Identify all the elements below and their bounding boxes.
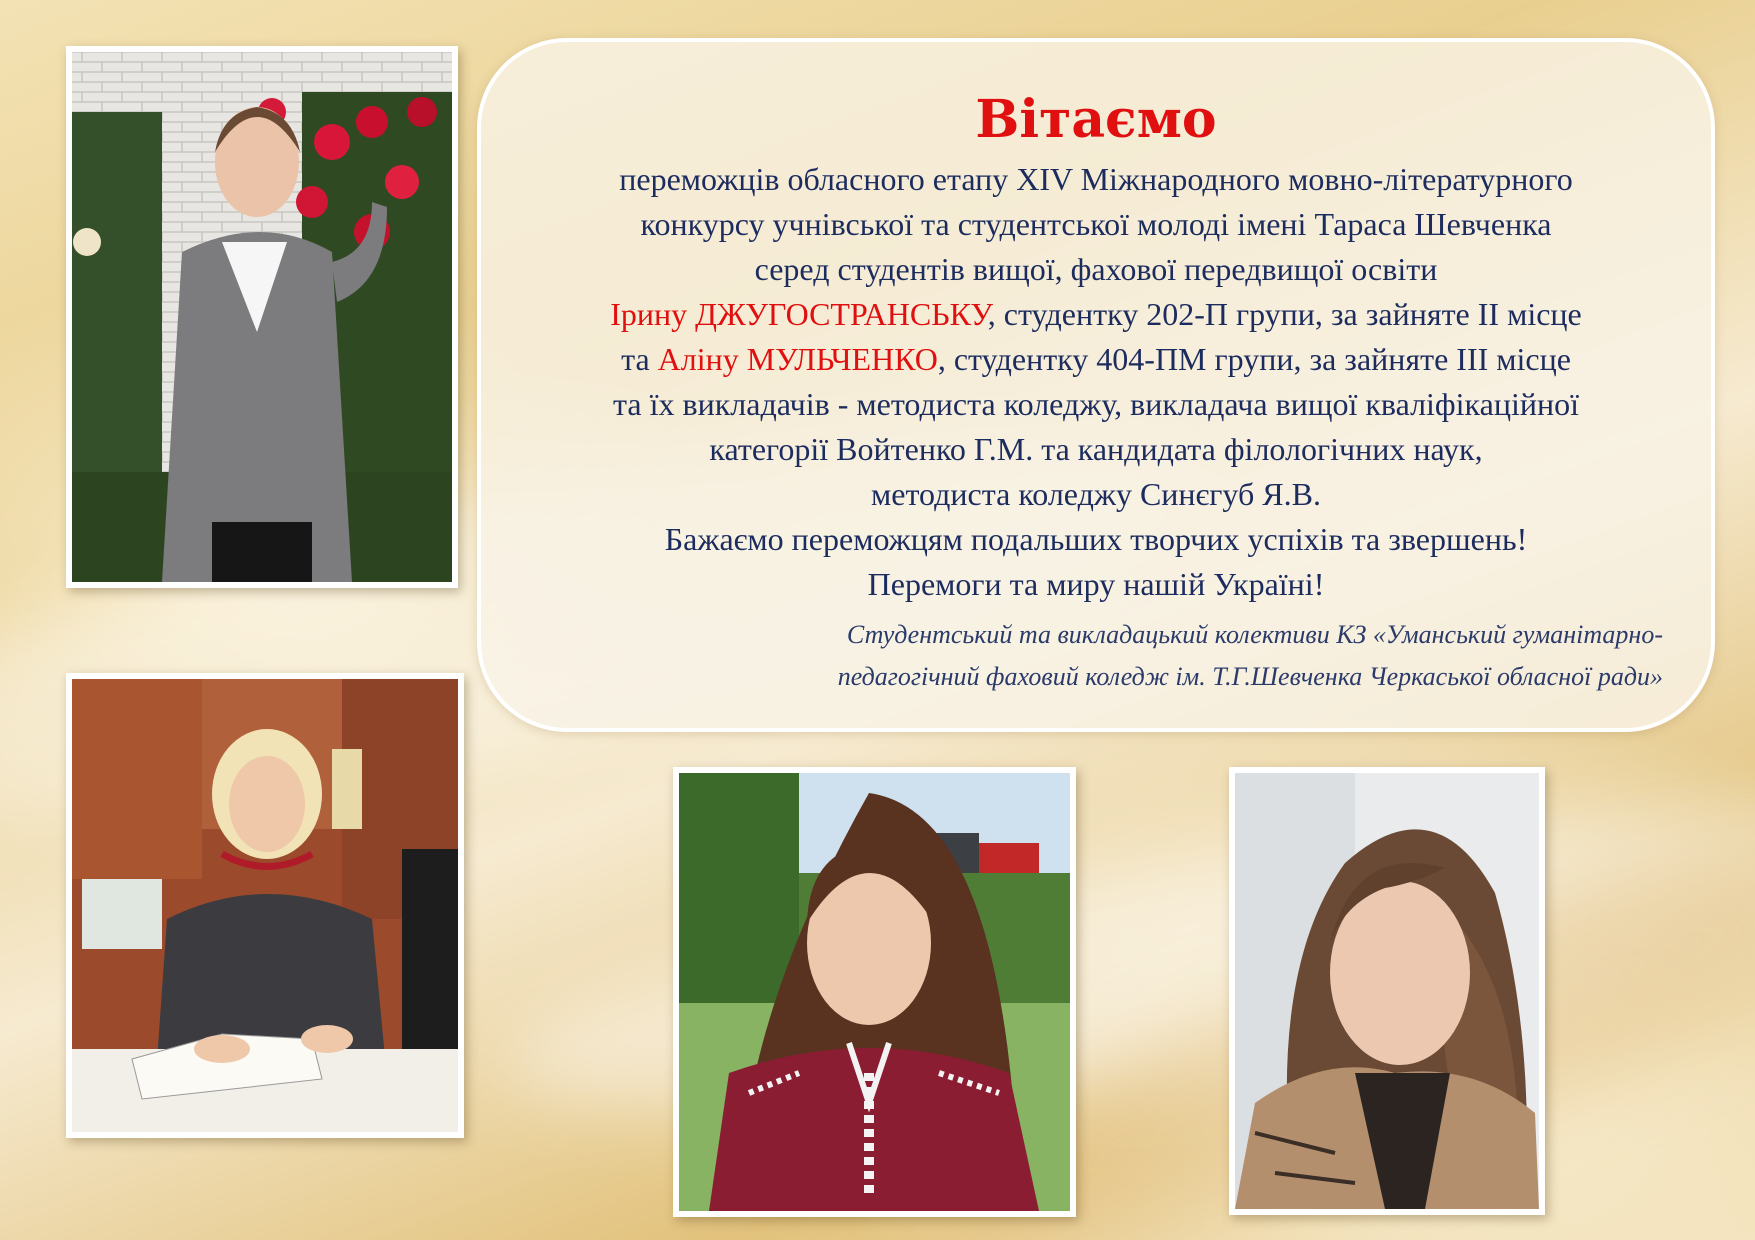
signature-line: педагогічний фаховий коледж ім. Т.Г.Шевченка Черкаської обласної ради» <box>837 662 1663 691</box>
text-line: методиста коледжу Синєгуб Я.В. <box>871 476 1321 512</box>
student-roses-image <box>72 52 452 582</box>
text-line: та їх викладачів - методиста коледжу, викладача вищої кваліфікаційної <box>613 386 1579 422</box>
winner-details-2: , студентку 404-ПМ групи, за зайняте ІІІ місце <box>937 341 1571 377</box>
congratulation-panel <box>477 38 1715 732</box>
signature <box>683 614 1663 698</box>
text-line: категорії Войтенко Г.М. та кандидата філологічних наук, <box>709 431 1483 467</box>
peace-line: Перемоги та миру нашій Україні! <box>867 566 1325 602</box>
photo-student-roses <box>66 46 458 588</box>
winner-name-2: Аліну МУЛЬЧЕНКО <box>657 341 938 377</box>
text-line: переможців обласного етапу XIV Міжнародного мовно-літературного <box>619 161 1573 197</box>
teacher-desk-image <box>72 679 458 1132</box>
congratulation-text <box>511 157 1681 607</box>
winner-prefix-2: та <box>621 341 658 377</box>
photo-teacher-desk <box>66 673 464 1138</box>
signature-line: Студентський та викладацький колективи КЗ «Уманський гуманітарно- <box>846 620 1663 649</box>
teacher-portrait-image <box>1235 773 1539 1209</box>
winner-details-1: , студентку 202-П групи, за зайняте ІІ місце <box>987 296 1582 332</box>
winner-line-1 <box>511 292 1681 337</box>
text-line: конкурсу учнівської та студентської молоді імені Тараса Шевченка <box>640 206 1552 242</box>
photo-student-vyshyvanka <box>673 767 1076 1217</box>
photo-teacher-portrait <box>1229 767 1545 1215</box>
student-vyshyvanka-image <box>679 773 1070 1211</box>
greeting-heading: Вітаємо <box>975 89 1217 150</box>
wishes-line: Бажаємо переможцям подальших творчих успіхів та звершень! <box>664 521 1528 557</box>
winner-name-1: Ірину ДЖУГОСТРАНСЬКУ <box>610 296 988 332</box>
winner-line-2 <box>511 337 1681 382</box>
text-line: серед студентів вищої, фахової передвищої освіти <box>754 251 1438 287</box>
